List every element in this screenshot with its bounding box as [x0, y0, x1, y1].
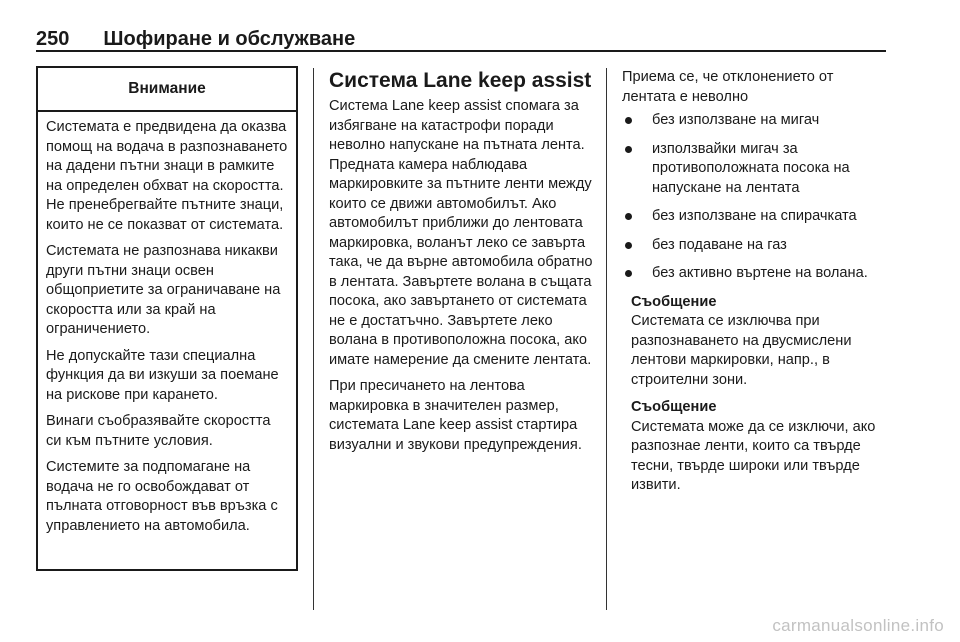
bullet-icon	[625, 213, 632, 220]
list-item-text: без подаване на газ	[652, 236, 787, 253]
list-item	[622, 264, 887, 284]
list-item	[622, 111, 887, 131]
list-item	[622, 207, 887, 227]
warning-paragraph: Системите за подпомагане на водача не го освобождават от пълната отговорност във връзка с управлението на автомобила.	[46, 459, 278, 534]
note-label: Съобщение	[631, 399, 717, 415]
bullet-icon	[625, 117, 632, 124]
list-item	[622, 140, 887, 199]
warning-title: Внимание	[38, 68, 296, 112]
watermark: carmanualsonline.info	[772, 616, 944, 635]
warning-box	[36, 66, 298, 571]
note-text: Системата може да се изключи, ако разпознае ленти, които са твърде тесни, твърде широки или твърде извити.	[631, 418, 876, 493]
column-divider-right	[606, 68, 607, 610]
note-1	[631, 293, 887, 391]
warning-paragraph: Системата е предвидена да оказва помощ на водача в разпознаването на дадени пътни знаци в рамките на определен обхват на скоростта. Не пренебрегвайте пътните знаци, които не се показват от системата.	[46, 119, 288, 233]
warning-paragraph: Не допускайте тази специална функция да ви изкуши за поемане на рискове при карането.	[46, 347, 279, 403]
lane-keep-section	[329, 68, 599, 462]
list-item-text: без активно въртене на волана.	[652, 265, 868, 281]
list-item-text: без използване на спирачката	[652, 208, 857, 224]
column-divider-left	[313, 68, 314, 610]
conditions-intro: Приема се, че отклонението от лентата е неволно	[622, 69, 834, 105]
warning-body	[38, 112, 296, 536]
page-number: 250	[36, 28, 70, 50]
section-paragraph: Система Lane keep assist спомага за избягване на катастрофи поради неволно напускане на пътната лента. Предната камера наблюдава маркировките за пътните ленти между които се движи автомобилът. Ако автомобилът приближи до лентовата маркировка, воланът леко се завърта така, че да върне автомобила обратно в лентата. Завъртете волана в същата посока, ако завъртането от системата не е достатъчно. Завъртете леко волана в противоположна посока, ако имате намерение да смените лентата.	[329, 98, 593, 368]
deviation-conditions	[622, 68, 887, 502]
bullet-icon	[625, 242, 632, 249]
bullet-icon	[625, 146, 632, 153]
list-item-text: използвайки мигач за противоположната посока на напускане на лентата	[652, 140, 850, 196]
warning-paragraph: Системата не разпознава никакви други пътни знаци освен общоприетите за ограничаване на скоростта или за край на ограничението.	[46, 243, 281, 337]
note-label: Съобщение	[631, 293, 717, 310]
header-rule	[36, 50, 886, 52]
section-title: Система Lane keep assist	[329, 69, 592, 92]
section-paragraph: При пресичането на лентова маркировка в значителен размер, системата Lane keep assist стартира визуални и звукови предупреждения.	[329, 378, 582, 453]
list-item	[622, 236, 887, 256]
bullet-icon	[625, 270, 632, 277]
chapter-title: Шофиране и обслужване	[103, 28, 356, 50]
warning-paragraph: Винаги съобразявайте скоростта си към пътните условия.	[46, 413, 271, 449]
note-text: Системата се изключва при разпознаването на двусмислени лентови маркировки, напр., в строителни зони.	[631, 313, 852, 388]
list-item-text: без използване на мигач	[652, 112, 820, 128]
note-2	[631, 398, 887, 496]
conditions-list	[622, 111, 887, 284]
page-header	[36, 20, 886, 50]
